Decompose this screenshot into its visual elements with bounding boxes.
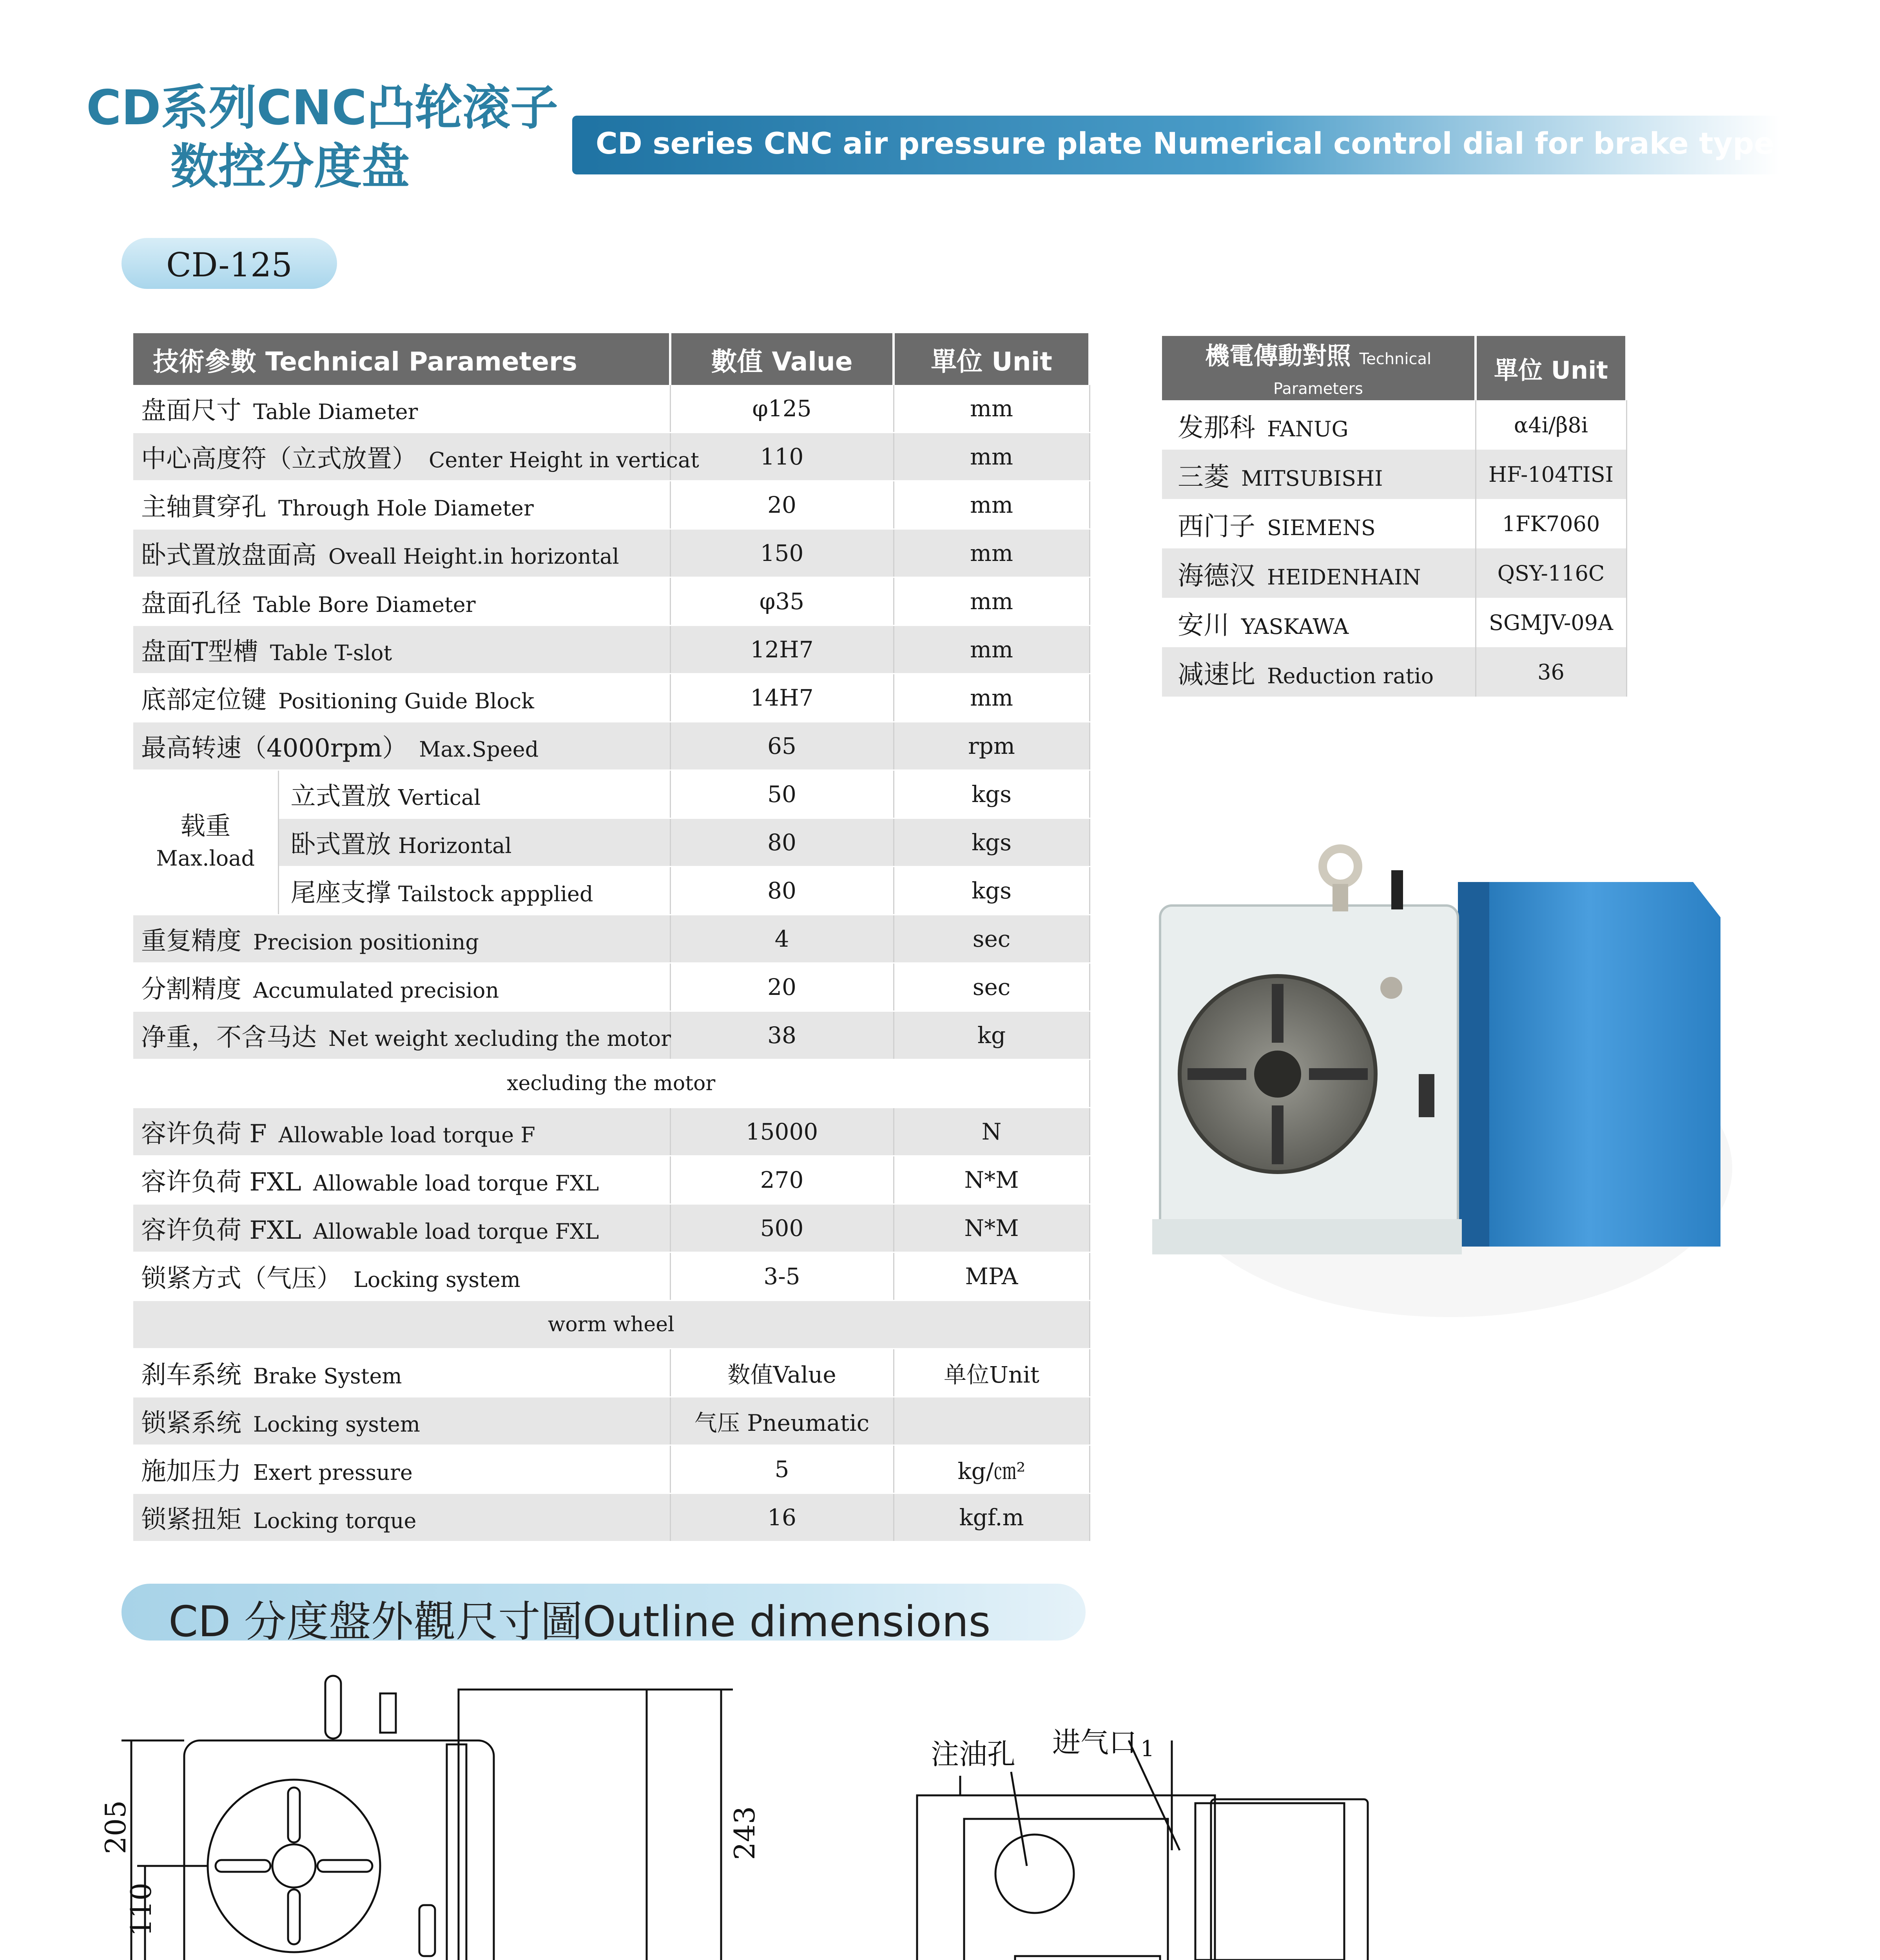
spec-param: 盘面尺寸 Table Diameter (133, 385, 670, 433)
motor-model: α4i/β8i (1476, 400, 1626, 450)
spec-unit: mm (894, 577, 1090, 626)
spec-param: 盘面孔径 Table Bore Diameter (133, 577, 670, 626)
spec-value: 500 (670, 1204, 894, 1252)
spec-unit: sec (894, 915, 1090, 963)
spec-header-value: 數值 Value (670, 333, 894, 385)
spec-unit: mm (894, 385, 1090, 433)
spec-param: 卧式置放 Horizontal (278, 818, 670, 867)
spec-unit: N*M (894, 1204, 1090, 1252)
spec-row (133, 1494, 1090, 1542)
spec-row (133, 1156, 1090, 1204)
motor-table (1162, 336, 1628, 697)
motor-row (1162, 598, 1626, 647)
spec-maxload-row (133, 770, 1090, 818)
spec-param: 容许负荷 FXL Allowable load torque FXL (133, 1156, 670, 1204)
spec-row (133, 963, 1090, 1011)
spec-value: 3-5 (670, 1252, 894, 1301)
spec-row (133, 722, 1090, 770)
motor-header-unit: 單位 Unit (1476, 336, 1626, 400)
spec-unit: N (894, 1108, 1090, 1156)
motor-brand: 减速比 Reduction ratio (1162, 647, 1476, 697)
motor-model: QSY-116C (1476, 548, 1626, 598)
spec-value: 270 (670, 1156, 894, 1204)
spec-value: 15000 (670, 1108, 894, 1156)
spec-value: 150 (670, 529, 894, 577)
tslot-2 (1272, 1105, 1284, 1164)
spec-value: φ35 (670, 577, 894, 626)
model-label: CD-125 (166, 246, 292, 284)
ring-stem (1332, 884, 1348, 911)
motor-row (1162, 499, 1626, 548)
spec-unit: kgs (894, 770, 1090, 818)
motor-model: 1FK7060 (1476, 499, 1626, 548)
outline-header (121, 1584, 1086, 1646)
dim-243: 243 (728, 1806, 761, 1860)
spec-unit: mm (894, 529, 1090, 577)
model-badge (121, 238, 337, 289)
dim-110: 110 (125, 1882, 158, 1936)
spec-param: 重复精度 Precision positioning (133, 915, 670, 963)
motor-brand: 安川 YASKAWA (1162, 598, 1476, 647)
motor-header (1162, 336, 1626, 400)
oil-glass (1380, 977, 1402, 999)
spec-value: 12H7 (670, 626, 894, 674)
front-plate (208, 1780, 380, 1952)
dim-one: 1 (1140, 1736, 1155, 1762)
spec-value: 5 (670, 1445, 894, 1494)
connector (1419, 1074, 1434, 1117)
top-inner (964, 1819, 1168, 1960)
spec-value: 50 (670, 770, 894, 818)
spec-row (133, 626, 1090, 674)
spec-value: 38 (670, 1011, 894, 1060)
spec-value: 20 (670, 481, 894, 529)
spec-param: 立式置放 Vertical (278, 770, 670, 818)
motor-edge (1458, 882, 1489, 1247)
spec-row (133, 1445, 1090, 1494)
front-air-fitting (380, 1693, 396, 1733)
spec-param: 施加压力 Exert pressure (133, 1445, 670, 1494)
spec-param: 容许负荷 F Allowable load torque F (133, 1108, 670, 1156)
lifting-ring (1323, 849, 1358, 884)
spec-param: 锁紧系统 Locking system (133, 1397, 670, 1445)
spec-row (133, 1252, 1090, 1301)
motor-row (1162, 647, 1626, 697)
spec-value: φ125 (670, 385, 894, 433)
spec-row (133, 674, 1090, 722)
spec-row (133, 433, 1090, 481)
motor-housing (1458, 882, 1720, 1247)
motor-header-param: 機電傳動對照 Technical Parameters (1162, 336, 1476, 400)
spec-param: 刹车系统 Brake System (133, 1349, 670, 1397)
tslot-4 (1309, 1068, 1368, 1080)
spec-param: 卧式置放盘面高 Oveall Height.in horizontal (133, 529, 670, 577)
spec-table (133, 333, 1091, 1542)
spec-unit: sec (894, 963, 1090, 1011)
motor-model: SGMJV-09A (1476, 598, 1626, 647)
title-cn-line1: CD系列CNC凸轮滚子 (86, 80, 558, 136)
spec-unit: mm (894, 433, 1090, 481)
spec-note-row (133, 1060, 1090, 1108)
spec-unit: kg (894, 1011, 1090, 1060)
motor-model: 36 (1476, 647, 1626, 697)
spec-unit: kg/㎝² (894, 1445, 1090, 1494)
label-oil-hole: 注油孔 (931, 1738, 1016, 1771)
spec-row (133, 1204, 1090, 1252)
spec-param: 净重，不含马达 Net weight xecluding the motor (133, 1011, 670, 1060)
spec-value: 16 (670, 1494, 894, 1542)
spec-row (133, 385, 1090, 433)
motor-row (1162, 450, 1626, 499)
spec-row (133, 529, 1090, 577)
spec-unit: mm (894, 674, 1090, 722)
dim-205: 205 (99, 1800, 132, 1854)
spec-row (133, 1108, 1090, 1156)
spec-param: 底部定位键 Positioning Guide Block (133, 674, 670, 722)
spec-value: 110 (670, 433, 894, 481)
spec-value: 20 (670, 963, 894, 1011)
spec-unit: rpm (894, 722, 1090, 770)
spec-param: 容许负荷 FXL Allowable load torque FXL (133, 1204, 670, 1252)
spec-unit: mm (894, 481, 1090, 529)
spec-value: 数值Value (670, 1349, 894, 1397)
front-bore (272, 1844, 315, 1887)
spec-value: 14H7 (670, 674, 894, 722)
motor-brand: 发那科 FANUG (1162, 400, 1476, 450)
motor-brand: 海德汉 HEIDENHAIN (1162, 548, 1476, 598)
spec-param: 分割精度 Accumulated precision (133, 963, 670, 1011)
spec-note-row (133, 1301, 1090, 1349)
label-air-inlet: 进气口 (1052, 1726, 1137, 1759)
spec-unit: kgf.m (894, 1494, 1090, 1542)
spec-row (133, 481, 1090, 529)
indexer-base (1152, 1219, 1462, 1254)
title-banner (572, 116, 1880, 174)
spec-header-unit: 單位 Unit (894, 333, 1090, 385)
front-motor (459, 1690, 647, 1960)
front-view-drawing (94, 1674, 760, 1960)
plate-bore (1254, 1051, 1301, 1098)
air-fitting (1391, 870, 1403, 909)
motor-row (1162, 400, 1626, 450)
outline-title: CD 分度盤外觀尺寸圖Outline dimensions (169, 1597, 991, 1646)
tslot-1 (1272, 984, 1284, 1043)
tslot-3 (1187, 1068, 1246, 1080)
motor-model: HF-104TISI (1476, 450, 1626, 499)
spec-unit: kgs (894, 867, 1090, 915)
spec-param: 主轴貫穿孔 Through Hole Diameter (133, 481, 670, 529)
spec-param: 锁紧方式（气压） Locking system (133, 1252, 670, 1301)
spec-note: xecluding the motor (133, 1060, 1090, 1108)
top-oil-hole (995, 1835, 1074, 1913)
product-photo (1137, 855, 1748, 1301)
spec-value: 80 (670, 818, 894, 867)
spec-unit: MPA (894, 1252, 1090, 1301)
spec-row (133, 1397, 1090, 1445)
motor-brand: 西门子 SIEMENS (1162, 499, 1476, 548)
top-body (917, 1795, 1215, 1960)
spec-row (133, 1349, 1090, 1397)
spec-param: 中心高度符（立式放置） Center Height in verticat (133, 433, 670, 481)
spec-unit: kgs (894, 818, 1090, 867)
motor-brand: 三菱 MITSUBISHI (1162, 450, 1476, 499)
spec-param: 尾座支撑 Tailstock appplied (278, 867, 670, 915)
page-title-cn (86, 78, 596, 196)
top-rack (1015, 1956, 1160, 1960)
spec-header (133, 333, 1090, 385)
spec-unit (894, 1397, 1090, 1445)
front-lift-pin (325, 1676, 341, 1739)
title-cn-line2: 数控分度盘 (170, 139, 410, 194)
spec-value: 4 (670, 915, 894, 963)
top-flange (1195, 1803, 1344, 1960)
spec-header-param: 技術參數 Technical Parameters (133, 333, 670, 385)
front-flange (447, 1744, 466, 1960)
spec-row (133, 577, 1090, 626)
spec-note: worm wheel (133, 1301, 1090, 1349)
spec-param: 盘面T型槽 Table T-slot (133, 626, 670, 674)
spec-param: 锁紧扭矩 Locking torque (133, 1494, 670, 1542)
spec-param: 最高转速（4000rpm） Max.Speed (133, 722, 670, 770)
spec-value: 80 (670, 867, 894, 915)
title-en: CD series CNC air pressure plate Numerical control dial for brake type brake (596, 126, 1880, 161)
spec-unit: mm (894, 626, 1090, 674)
spec-row (133, 915, 1090, 963)
spec-unit: N*M (894, 1156, 1090, 1204)
maxload-group: 载重 Max.load (133, 770, 278, 915)
top-view-drawing (909, 1709, 1497, 1960)
spec-unit: 单位Unit (894, 1349, 1090, 1397)
spec-value: 气压 Pneumatic (670, 1397, 894, 1445)
spec-row (133, 1011, 1090, 1060)
spec-value: 65 (670, 722, 894, 770)
motor-row (1162, 548, 1626, 598)
